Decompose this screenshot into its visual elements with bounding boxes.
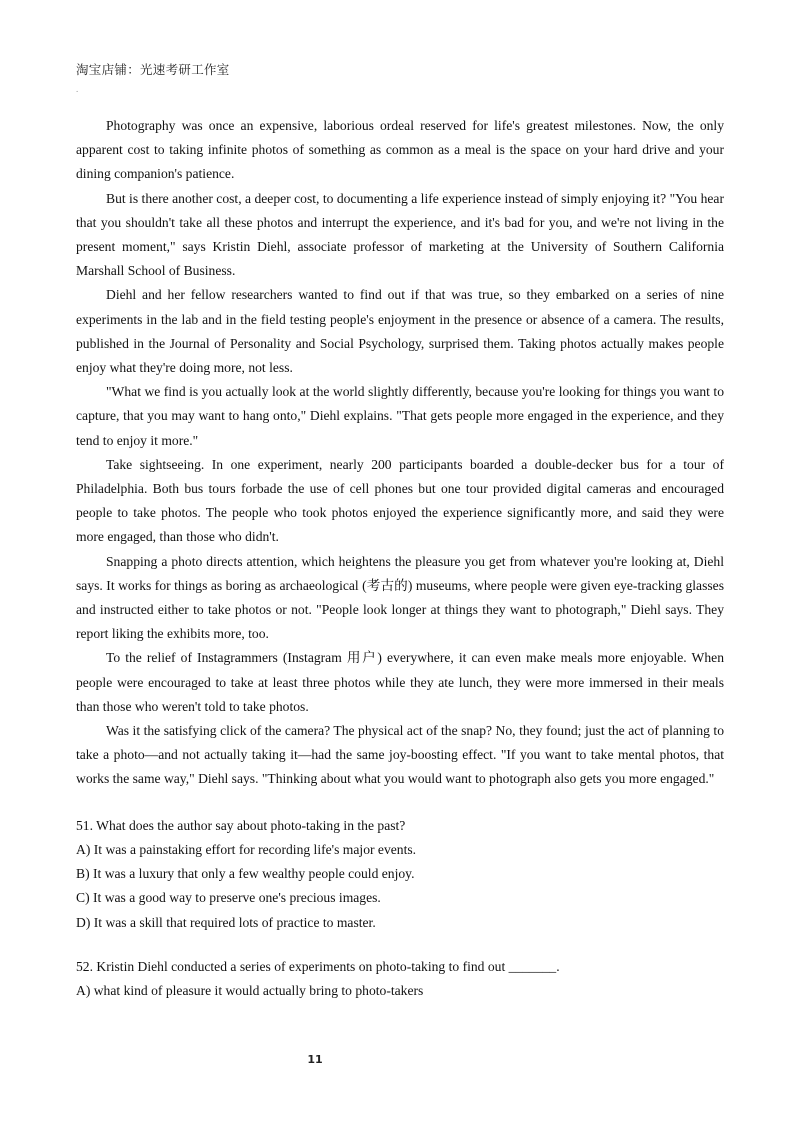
passage-paragraph: "What we find is you actually look at the world slightly differently, because you're looking for things you want to capture, that you may want to hang onto," Diehl explains. "That gets people more engaged in the experience, and they tend to enjoy it more." (76, 384, 724, 448)
passage-paragraph: Diehl and her fellow researchers wanted to find out if that was true, so they embarked on a series of nine experiments in the lab and in the field testing people's enjoyment in the presence or absence of a camera. The results, published in the Journal of Personality and Social Psychology, surprised them. Taking photos actually makes people enjoy what they're doing more, not less. (76, 287, 724, 376)
page-number: 11 (307, 1053, 323, 1066)
option-a: A) what kind of pleasure it would actually bring to photo-takers (76, 982, 424, 998)
passage-paragraph: To the relief of Instagrammers (Instagram 用户) everywhere, it can even make meals more enjoyable. When people were encouraged to take at least three photos while they ate lunch, they were more immersed in their meals than those who weren't told to take photos. (76, 650, 724, 714)
option-d: D) It was a skill that required lots of practice to master. (76, 914, 376, 930)
option-b: B) It was a luxury that only a few wealthy people could enjoy. (76, 866, 415, 882)
question-51 (76, 814, 724, 935)
option-c: C) It was a good way to preserve one's precious images. (76, 890, 381, 906)
passage-paragraph: Take sightseeing. In one experiment, nearly 200 participants boarded a double-decker bus for a tour of Philadelphia. Both bus tours forbade the use of cell phones but one tour provided digital cameras and encouraged people to take photos. The people who took photos enjoyed the experience significantly more, and said they were more engaged, than those who didn't. (76, 456, 724, 545)
reading-passage (76, 114, 724, 792)
passage-paragraph: Was it the satisfying click of the camera? The physical act of the snap? No, they found; just the act of planning to take a photo—and not actually taking it—had the same joy-boosting effect. "If you want to take mental photos, that works the same way," Diehl says. "Thinking about what you would want to photograph also gets you more engaged." (76, 723, 724, 787)
question-stem: 52. Kristin Diehl conducted a series of experiments on photo-taking to find out _______. (76, 958, 560, 974)
passage-paragraph: But is there another cost, a deeper cost, to documenting a life experience instead of simply enjoying it? "You hear that you shouldn't take all these photos and interrupt the experience, and it's bad for you, and we're not living in the present moment," says Kristin Diehl, associate professor of marketing at the University of Southern California Marshall School of Business. (76, 190, 724, 279)
option-a: A) It was a painstaking effort for recording life's major events. (76, 841, 417, 857)
header-dot: . (76, 84, 79, 94)
question-list (76, 814, 724, 1003)
page-content (76, 114, 724, 1023)
question-52 (76, 955, 724, 1003)
passage-paragraph: Photography was once an expensive, laborious ordeal reserved for life's greatest milestones. Now, the only apparent cost to taking infinite photos of something as common as a meal is the space on your hard drive and your dining companion's patience. (76, 118, 724, 182)
question-stem: 51. What does the author say about photo-taking in the past? (76, 817, 406, 833)
passage-paragraph: Snapping a photo directs attention, which heightens the pleasure you get from whatever you're looking at, Diehl says. It works for things as boring as archaeological (考古的) museums, where people were given eye-tracking glasses and instructed either to take photos or not. "People look longer at things they want to photograph," Diehl says. They report liking the exhibits more, too. (76, 553, 724, 642)
shop-header: 淘宝店铺：光速考研工作室 (76, 62, 230, 77)
